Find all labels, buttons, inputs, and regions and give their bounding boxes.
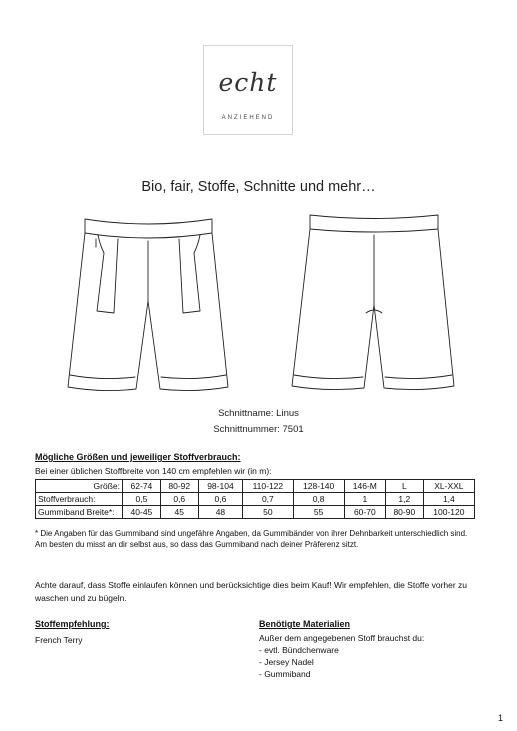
pattern-number: Schnittnummer: 7501 — [213, 424, 304, 435]
table-row — [36, 480, 475, 493]
shorts-technical-drawing — [60, 205, 460, 405]
table-cell: 62-74 — [123, 480, 161, 493]
table-cell: 98-104 — [198, 480, 243, 493]
fabric-heading: Stoffempfehlung: — [35, 619, 110, 629]
table-cell: 0,7 — [243, 493, 293, 506]
table-cell: 60-70 — [344, 506, 385, 519]
list-item: - Jersey Nadel — [259, 657, 314, 667]
pattern-name: Schnittname: Linus — [218, 408, 299, 419]
materials-intro: Außer dem angegebenen Stoff brauchst du: — [259, 633, 425, 643]
shrink-notice: Achte darauf, dass Stoffe einlaufen können und berücksichtige dies beim Kauf! Wir empfehlen, die Stoffe vorher zu waschen und zu bügeln. — [35, 580, 468, 603]
table-cell: 1 — [344, 493, 385, 506]
table-cell: 1,2 — [385, 493, 423, 506]
sizes-heading: Mögliche Größen und jeweiliger Stoffverbrauch: — [35, 452, 241, 462]
table-cell: 48 — [198, 506, 243, 519]
logo — [203, 45, 293, 135]
size-table — [35, 479, 475, 519]
table-cell: 0,6 — [160, 493, 198, 506]
materials-list — [259, 644, 339, 680]
sizes-intro: Bei einer üblichen Stoffbreite von 140 cm empfehlen wir (in m): — [35, 466, 272, 476]
list-item: - Gummiband — [259, 669, 311, 679]
table-cell: L — [385, 480, 423, 493]
table-cell: XL-XXL — [423, 480, 474, 493]
tagline: Bio, fair, Stoffe, Schnitte und mehr… — [141, 179, 376, 195]
list-item: - evtl. Bündchenware — [259, 645, 339, 655]
table-cell: 40-45 — [123, 506, 161, 519]
table-cell: 100-120 — [423, 506, 474, 519]
table-cell: 50 — [243, 506, 293, 519]
materials-heading: Benötigte Materialien — [259, 619, 351, 629]
fabric-value: French Terry — [35, 635, 83, 645]
table-cell: 80-92 — [160, 480, 198, 493]
logo-sub-text: ANZIEHEND — [221, 115, 275, 121]
table-cell: 0,8 — [293, 493, 344, 506]
shorts-front-view — [68, 219, 228, 391]
row-label-size: Größe: — [36, 480, 123, 493]
table-cell: 146-M — [344, 480, 385, 493]
table-cell: 45 — [160, 506, 198, 519]
row-label-fabric-usage: Stoffverbrauch: — [36, 493, 123, 506]
table-row — [36, 506, 475, 519]
table-cell: 0,6 — [198, 493, 243, 506]
table-row — [36, 493, 475, 506]
shorts-back-view — [292, 215, 454, 390]
table-cell: 128-140 — [293, 480, 344, 493]
row-label-elastic-width: Gummiband Breite*: — [36, 506, 123, 519]
table-cell: 80-90 — [385, 506, 423, 519]
table-cell: 0,5 — [123, 493, 161, 506]
table-cell: 1,4 — [423, 493, 474, 506]
table-cell: 110-122 — [243, 480, 293, 493]
elastic-footnote: * Die Angaben für das Gummiband sind ungefähre Angaben, da Gummibänder von ihrer Dehnbarkeit unterschiedlich sind. Am besten du misst an dir selbst aus, so dass das Gummiband nach deiner Präferenz sitzt. — [35, 529, 468, 549]
logo-script-text: echt — [218, 68, 278, 97]
page-number: 1 — [498, 713, 504, 723]
table-cell: 55 — [293, 506, 344, 519]
